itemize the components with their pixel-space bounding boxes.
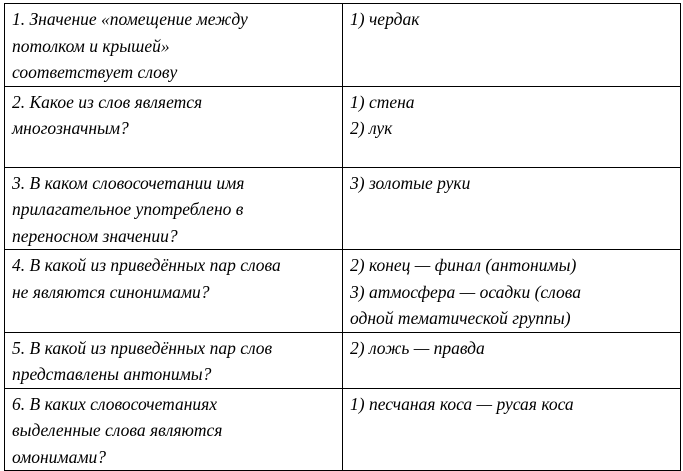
question-cell — [5, 388, 343, 471]
question-line: выделенные слова являются — [12, 420, 223, 440]
question-cell — [5, 167, 343, 250]
question-cell — [5, 332, 343, 388]
question-line: многозначным? — [12, 118, 129, 138]
question-line: потолком и крышей» — [12, 35, 170, 56]
question-cell — [5, 4, 343, 87]
question-line: омонимами? — [12, 446, 107, 467]
answer-line: 1) песчаная коса — русая коса — [350, 393, 574, 414]
answer-cell — [343, 4, 681, 87]
question-line: 2. Какое из слов является — [12, 91, 203, 112]
answer-line: 2) лук — [350, 118, 393, 138]
qa-table — [4, 3, 681, 471]
answer-line: 3) золотые руки — [350, 172, 471, 193]
table-row — [5, 86, 681, 167]
question-line: 6. В каких словосочетаниях — [12, 393, 218, 414]
answer-cell — [343, 388, 681, 471]
table-row — [5, 4, 681, 87]
table-row — [5, 388, 681, 471]
table-row — [5, 167, 681, 250]
answer-line: одной тематической группы) — [350, 308, 571, 328]
answer-line: 3) атмосфера — осадки (слова — [350, 281, 581, 302]
table-row — [5, 332, 681, 388]
answer-cell — [343, 86, 681, 167]
question-line: 4. В какой из приведённых пар слова — [12, 255, 281, 275]
question-line: соответствует слову — [12, 62, 178, 82]
answer-line: 2) ложь — правда — [350, 337, 485, 358]
answer-cell — [343, 332, 681, 388]
answer-line: 1) стена — [350, 91, 415, 112]
answer-line: 1) чердак — [350, 9, 420, 29]
table-row — [5, 250, 681, 333]
question-line: 1. Значение «помещение между — [12, 9, 248, 29]
question-line: не являются синонимами? — [12, 281, 210, 302]
question-line: 3. В каком словосочетании имя — [12, 172, 245, 193]
answer-cell — [343, 167, 681, 250]
answer-cell — [343, 250, 681, 333]
question-line: переносном значении? — [12, 225, 178, 246]
question-cell — [5, 250, 343, 333]
question-line: представлены антонимы? — [12, 364, 212, 384]
answer-line: 2) конец — финал (антонимы) — [350, 255, 577, 275]
question-line: 5. В какой из приведённых пар слов — [12, 337, 273, 358]
question-line: прилагательное употреблено в — [12, 199, 244, 219]
question-cell — [5, 86, 343, 167]
